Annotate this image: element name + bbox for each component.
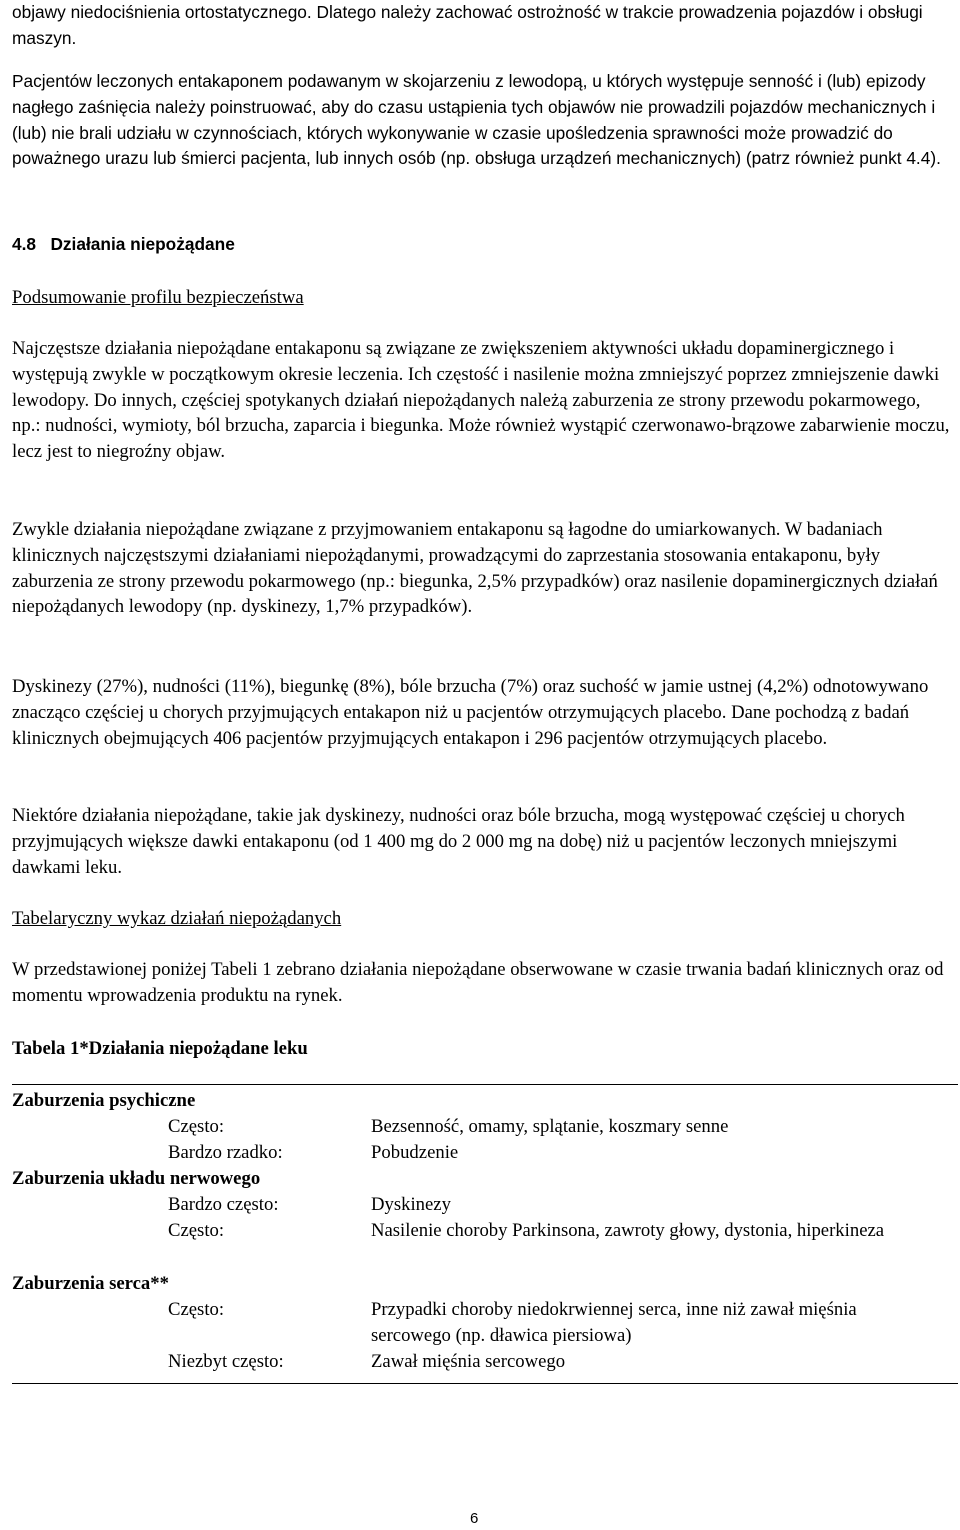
reaction-cell: Bezsenność, omamy, splątanie, koszmary senne bbox=[371, 1116, 729, 1137]
paragraph-dose-dependence: Niektóre działania niepożądane, takie jak dyskinezy, nudności oraz bóle brzucha, mogą występować częściej u chorych przyjmujących większe dawki entakaponu (od 1 400 mg do 2 000 mg na dobę) niż u pacjentów leczonych mniejszymi dawkami leku. bbox=[12, 805, 905, 878]
paragraph-severity: Zwykle działania niepożądane związane z przyjmowaniem entakaponu są łagodne do umiarkowanych. W badaniach klinicznych najczęstszymi działaniami niepożądanymi, prowadzącymi do zaprzestania stosowania entakaponu, były zaburzenia ze strony przewodu pokarmowego (np.: biegunka, 2,5% przypadków) oraz nasilenie dopaminergicznych działań niepożądanych lewodopy (np. dyskinezy, 1,7% przypadków). bbox=[12, 519, 938, 618]
reaction-cell: Dyskinezy bbox=[371, 1194, 451, 1215]
paragraph-somnolence-instruction: Pacjentów leczonych entakaponem podawanym w skojarzeniu z lewodopą, u których występuje senność i (lub) epizody nagłego zaśnięcia należy poinstruować, aby do czasu ustąpienia tych objawów nie prowadzili pojazdów mechanicznych i (lub) nie brali udziału w czynnościach, których wykonywanie w czasie upośledzenia sprawności może prowadzić do poważnego urazu lub śmierci pacjenta, lub innych osób (np. obsługa urządzeń mechanicznych) (patrz również punkt 4.4). bbox=[12, 71, 941, 169]
section-number: 4.8 bbox=[12, 234, 37, 254]
adverse-reactions-table bbox=[12, 1084, 958, 1384]
table-caption: Tabela 1*Działania niepożądane leku bbox=[12, 1038, 308, 1059]
frequency-cell: Niezbyt często: bbox=[168, 1351, 284, 1372]
reaction-cell: Pobudzenie bbox=[371, 1142, 459, 1163]
reaction-cell: Zawał mięśnia sercowego bbox=[371, 1351, 566, 1372]
table-category-psychiatric: Zaburzenia psychiczne bbox=[12, 1090, 196, 1111]
page-number: 6 bbox=[470, 1510, 479, 1527]
paragraph-common-adverse-effects: Najczęstsze działania niepożądane entakaponu są związane ze zwiększeniem aktywności układu dopaminergicznego i występują zwykle w początkowym okresie leczenia. Ich częstość i nasilenie można zmniejszyć poprzez zmniejszenie dawki lewodopy. Do innych, częściej spotykanych działań niepożądanych należą zaburzenia ze strony przewodu pokarmowego, np.: nudności, wymioty, ból brzucha, zaparcia i biegunka. Może również wystąpić czerwonawo-brązowe zabarwienie moczu, lecz jest to niegroźny objaw. bbox=[12, 338, 950, 463]
reaction-cell: Przypadki choroby niedokrwiennej serca, inne niż zawał mięśnia sercowego (np. dławica piersiowa) bbox=[371, 1299, 857, 1346]
paragraph-driving-caution: objawy niedociśnienia ortostatycznego. Dlatego należy zachować ostrożność w trakcie prowadzenia pojazdów i obsługi maszyn. bbox=[12, 2, 923, 48]
reaction-cell: Nasilenie choroby Parkinsona, zawroty głowy, dystonia, hiperkineza bbox=[371, 1220, 885, 1241]
frequency-cell: Często: bbox=[168, 1299, 225, 1320]
paragraph-incidence: Dyskinezy (27%), nudności (11%), biegunkę (8%), bóle brzucha (7%) oraz suchość w jamie ustnej (4,2%) odnotowywano znacząco częściej u chorych przyjmujących entakapon niż u pacjentów otrzymujących placebo. Dane pochodzą z badań klinicznych obejmujących 406 pacjentów przyjmujących entakapon i 296 pacjentów otrzymujących placebo. bbox=[12, 676, 929, 749]
frequency-cell: Często: bbox=[168, 1116, 225, 1137]
subheading-safety-profile: Podsumowanie profilu bezpieczeństwa bbox=[12, 287, 304, 308]
frequency-cell: Bardzo często: bbox=[168, 1194, 279, 1215]
table-category-cardiac: Zaburzenia serca** bbox=[12, 1273, 169, 1294]
table-category-nervous-system: Zaburzenia układu nerwowego bbox=[12, 1168, 261, 1189]
frequency-cell: Bardzo rzadko: bbox=[168, 1142, 283, 1163]
paragraph-table-intro: W przedstawionej poniżej Tabeli 1 zebrano działania niepożądane obserwowane w czasie trwania badań klinicznych oraz od momentu wprowadzenia produktu na rynek. bbox=[12, 959, 944, 1006]
section-title: Działania niepożądane bbox=[50, 234, 235, 254]
frequency-cell: Często: bbox=[168, 1220, 225, 1241]
subheading-tabular-list: Tabelaryczny wykaz działań niepożądanych bbox=[12, 908, 342, 929]
section-heading bbox=[12, 232, 952, 258]
